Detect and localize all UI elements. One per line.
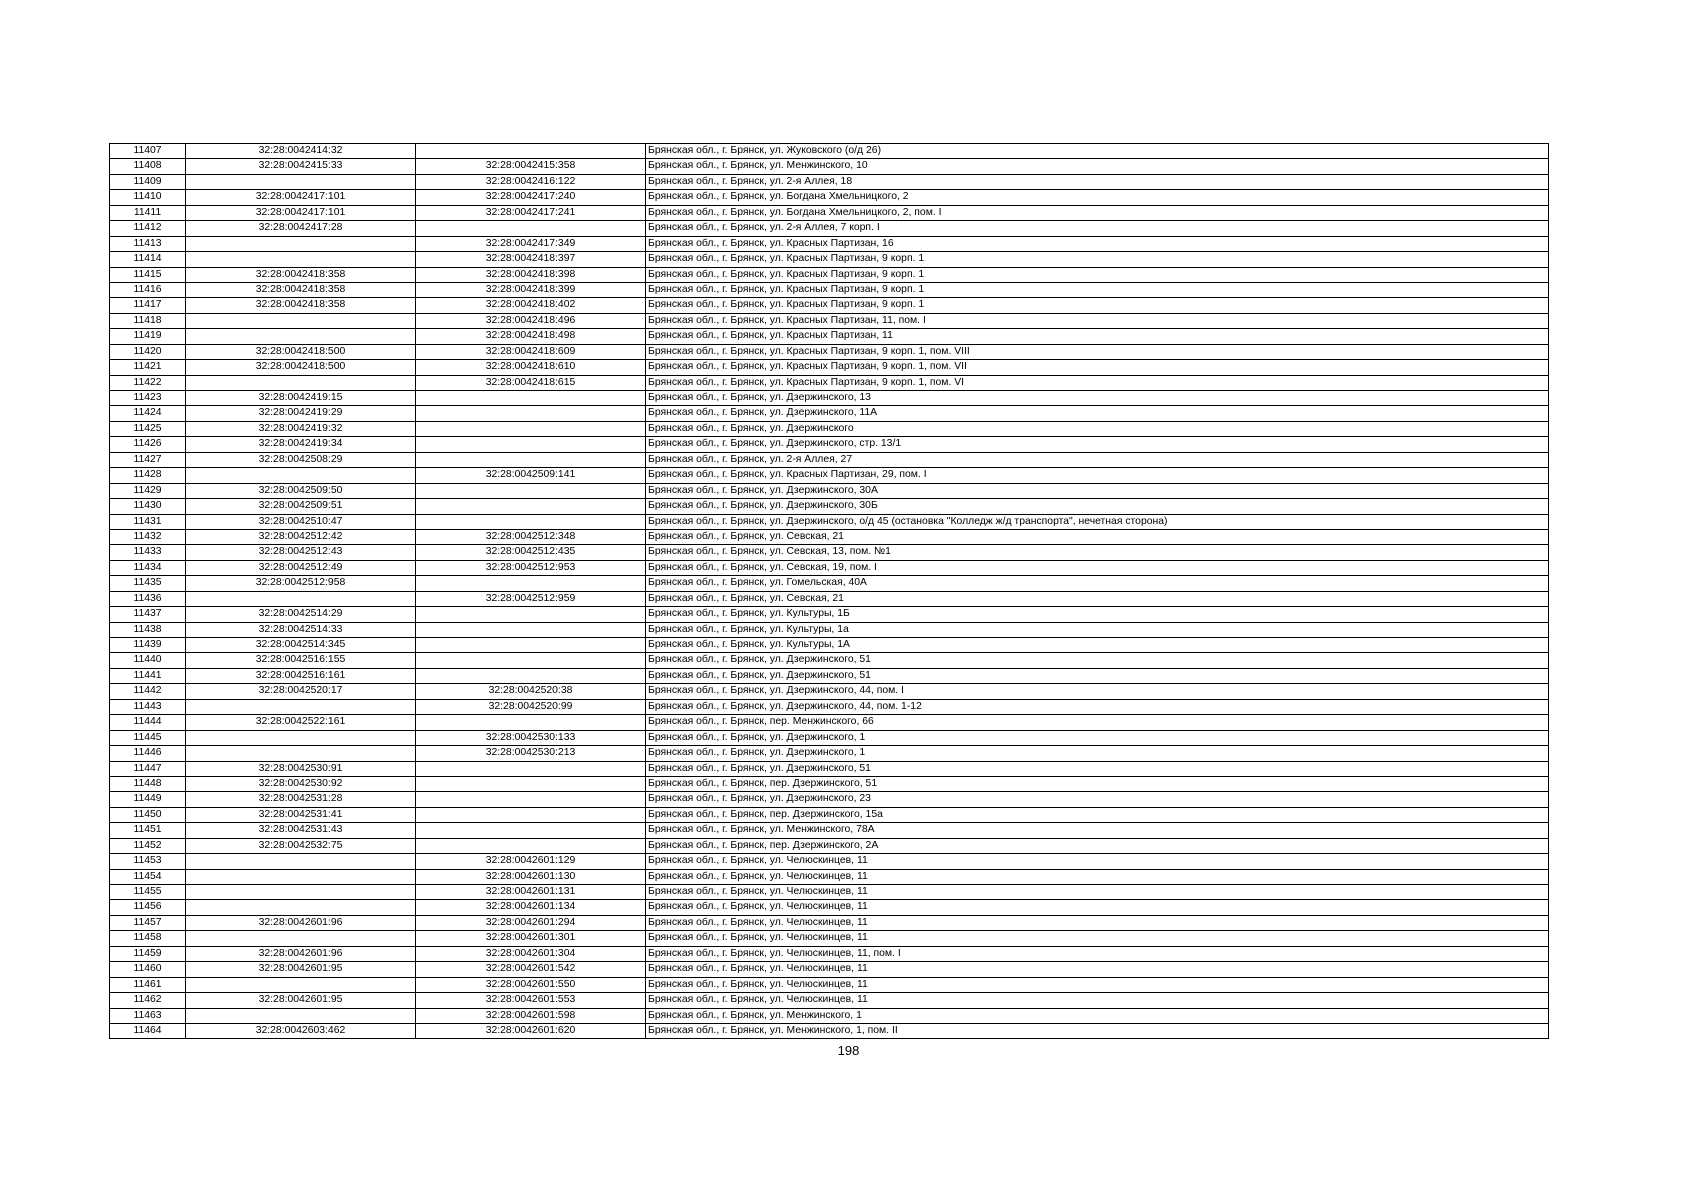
table-row [110,931,1549,946]
row-number-cell: 11417 [110,298,186,313]
row-number-cell: 11423 [110,391,186,406]
row-number-cell: 11411 [110,205,186,220]
table-row [110,915,1549,930]
parcel-cadastral-number-cell: 32:28:0042516:155 [186,653,416,668]
table-row [110,529,1549,544]
table-row [110,776,1549,791]
row-number-cell: 11458 [110,931,186,946]
address-cell: Брянская обл., г. Брянск, пер. Дзержинского, 2А [646,838,1549,853]
address-cell: Брянская обл., г. Брянск, ул. Челюскинцев, 11, пом. I [646,946,1549,961]
address-cell: Брянская обл., г. Брянск, ул. Челюскинцев, 11 [646,885,1549,900]
row-number-cell: 11428 [110,468,186,483]
row-number-cell: 11426 [110,437,186,452]
parcel-cadastral-number-cell: 32:28:0042603:462 [186,1023,416,1038]
object-cadastral-number-cell: 32:28:0042530:213 [416,746,646,761]
address-cell: Брянская обл., г. Брянск, ул. Культуры, 1А [646,638,1549,653]
table-row [110,514,1549,529]
row-number-cell: 11451 [110,823,186,838]
address-cell: Брянская обл., г. Брянск, ул. Дзержинского, 51 [646,668,1549,683]
table-row [110,977,1549,992]
parcel-cadastral-number-cell: 32:28:0042417:101 [186,190,416,205]
row-number-cell: 11450 [110,807,186,822]
address-cell: Брянская обл., г. Брянск, ул. Дзержинского, 23 [646,792,1549,807]
address-cell: Брянская обл., г. Брянск, ул. Красных Партизан, 9 корп. 1 [646,298,1549,313]
table-row [110,746,1549,761]
table-row [110,236,1549,251]
parcel-cadastral-number-cell [186,591,416,606]
row-number-cell: 11413 [110,236,186,251]
table-row [110,885,1549,900]
row-number-cell: 11462 [110,993,186,1008]
parcel-cadastral-number-cell: 32:28:0042510:47 [186,514,416,529]
row-number-cell: 11459 [110,946,186,961]
parcel-cadastral-number-cell [186,252,416,267]
address-cell: Брянская обл., г. Брянск, ул. Менжинского, 78А [646,823,1549,838]
parcel-cadastral-number-cell: 32:28:0042531:41 [186,807,416,822]
parcel-cadastral-number-cell: 32:28:0042414:32 [186,144,416,159]
parcel-cadastral-number-cell [186,854,416,869]
parcel-cadastral-number-cell: 32:28:0042418:358 [186,282,416,297]
parcel-cadastral-number-cell: 32:28:0042418:358 [186,267,416,282]
row-number-cell: 11441 [110,668,186,683]
parcel-cadastral-number-cell: 32:28:0042512:42 [186,529,416,544]
object-cadastral-number-cell [416,607,646,622]
address-cell: Брянская обл., г. Брянск, пер. Дзержинского, 51 [646,776,1549,791]
address-cell: Брянская обл., г. Брянск, ул. Челюскинцев, 11 [646,869,1549,884]
object-cadastral-number-cell: 32:28:0042418:609 [416,344,646,359]
table-row [110,468,1549,483]
parcel-cadastral-number-cell: 32:28:0042417:28 [186,221,416,236]
object-cadastral-number-cell [416,576,646,591]
object-cadastral-number-cell: 32:28:0042417:241 [416,205,646,220]
parcel-cadastral-number-cell [186,313,416,328]
object-cadastral-number-cell: 32:28:0042418:498 [416,329,646,344]
row-number-cell: 11425 [110,421,186,436]
table-row [110,391,1549,406]
address-cell: Брянская обл., г. Брянск, ул. Дзержинского, 13 [646,391,1549,406]
row-number-cell: 11452 [110,838,186,853]
table-row [110,252,1549,267]
address-cell: Брянская обл., г. Брянск, ул. 2-я Аллея, 7 корп. I [646,221,1549,236]
object-cadastral-number-cell [416,653,646,668]
address-cell: Брянская обл., г. Брянск, ул. Челюскинцев, 11 [646,854,1549,869]
address-cell: Брянская обл., г. Брянск, ул. Челюскинцев, 11 [646,900,1549,915]
table-row [110,406,1549,421]
object-cadastral-number-cell: 32:28:0042418:397 [416,252,646,267]
row-number-cell: 11447 [110,761,186,776]
parcel-cadastral-number-cell: 32:28:0042512:958 [186,576,416,591]
table-row [110,499,1549,514]
row-number-cell: 11457 [110,915,186,930]
address-cell: Брянская обл., г. Брянск, ул. Севская, 21 [646,591,1549,606]
address-cell: Брянская обл., г. Брянск, ул. 2-я Аллея, 27 [646,452,1549,467]
address-cell: Брянская обл., г. Брянск, ул. Челюскинцев, 11 [646,915,1549,930]
table-row [110,962,1549,977]
object-cadastral-number-cell: 32:28:0042601:304 [416,946,646,961]
address-cell: Брянская обл., г. Брянск, ул. Дзержинского, стр. 13/1 [646,437,1549,452]
object-cadastral-number-cell: 32:28:0042601:598 [416,1008,646,1023]
row-number-cell: 11463 [110,1008,186,1023]
address-cell: Брянская обл., г. Брянск, ул. Культуры, 1а [646,622,1549,637]
address-cell: Брянская обл., г. Брянск, ул. Челюскинцев, 11 [646,977,1549,992]
parcel-cadastral-number-cell [186,730,416,745]
object-cadastral-number-cell: 32:28:0042512:959 [416,591,646,606]
object-cadastral-number-cell [416,514,646,529]
object-cadastral-number-cell: 32:28:0042416:122 [416,174,646,189]
address-cell: Брянская обл., г. Брянск, ул. Красных Партизан, 9 корп. 1 [646,267,1549,282]
row-number-cell: 11437 [110,607,186,622]
table-row [110,699,1549,714]
row-number-cell: 11429 [110,483,186,498]
address-cell: Брянская обл., г. Брянск, ул. Дзержинского, 44, пом. 1-12 [646,699,1549,714]
parcel-cadastral-number-cell: 32:28:0042419:15 [186,391,416,406]
table-row [110,668,1549,683]
object-cadastral-number-cell: 32:28:0042512:348 [416,529,646,544]
parcel-cadastral-number-cell [186,174,416,189]
address-cell: Брянская обл., г. Брянск, ул. Гомельская, 40А [646,576,1549,591]
table-row [110,267,1549,282]
parcel-cadastral-number-cell: 32:28:0042419:32 [186,421,416,436]
row-number-cell: 11427 [110,452,186,467]
table-row [110,344,1549,359]
table-row [110,329,1549,344]
parcel-cadastral-number-cell: 32:28:0042418:500 [186,360,416,375]
row-number-cell: 11415 [110,267,186,282]
object-cadastral-number-cell: 32:28:0042601:134 [416,900,646,915]
row-number-cell: 11420 [110,344,186,359]
table-row [110,144,1549,159]
table-row [110,653,1549,668]
object-cadastral-number-cell: 32:28:0042512:435 [416,545,646,560]
address-cell: Брянская обл., г. Брянск, ул. Челюскинцев, 11 [646,931,1549,946]
row-number-cell: 11421 [110,360,186,375]
object-cadastral-number-cell: 32:28:0042601:130 [416,869,646,884]
parcel-cadastral-number-cell [186,699,416,714]
table-row [110,221,1549,236]
parcel-cadastral-number-cell: 32:28:0042514:345 [186,638,416,653]
address-cell: Брянская обл., г. Брянск, ул. Севская, 21 [646,529,1549,544]
address-cell: Брянская обл., г. Брянск, ул. Дзержинского, 11А [646,406,1549,421]
object-cadastral-number-cell: 32:28:0042417:349 [416,236,646,251]
object-cadastral-number-cell [416,807,646,822]
address-cell: Брянская обл., г. Брянск, ул. Дзержинского [646,421,1549,436]
row-number-cell: 11436 [110,591,186,606]
object-cadastral-number-cell [416,406,646,421]
row-number-cell: 11440 [110,653,186,668]
row-number-cell: 11454 [110,869,186,884]
address-cell: Брянская обл., г. Брянск, ул. Красных Партизан, 29, пом. I [646,468,1549,483]
address-cell: Брянская обл., г. Брянск, ул. Красных Партизан, 9 корп. 1 [646,252,1549,267]
parcel-cadastral-number-cell: 32:28:0042417:101 [186,205,416,220]
table-row [110,607,1549,622]
object-cadastral-number-cell [416,144,646,159]
object-cadastral-number-cell: 32:28:0042601:542 [416,962,646,977]
address-cell: Брянская обл., г. Брянск, ул. Жуковского (о/д 26) [646,144,1549,159]
parcel-cadastral-number-cell: 32:28:0042419:34 [186,437,416,452]
object-cadastral-number-cell [416,437,646,452]
row-number-cell: 11439 [110,638,186,653]
address-cell: Брянская обл., г. Брянск, ул. Севская, 13, пом. №1 [646,545,1549,560]
row-number-cell: 11434 [110,560,186,575]
parcel-cadastral-number-cell: 32:28:0042530:92 [186,776,416,791]
table-row [110,313,1549,328]
row-number-cell: 11453 [110,854,186,869]
parcel-cadastral-number-cell: 32:28:0042418:500 [186,344,416,359]
object-cadastral-number-cell [416,483,646,498]
address-cell: Брянская обл., г. Брянск, ул. Менжинского, 1, пом. II [646,1023,1549,1038]
object-cadastral-number-cell: 32:28:0042520:38 [416,684,646,699]
row-number-cell: 11431 [110,514,186,529]
table-row [110,159,1549,174]
table-row [110,1008,1549,1023]
table-row [110,622,1549,637]
address-cell: Брянская обл., г. Брянск, ул. Красных Партизан, 16 [646,236,1549,251]
parcel-cadastral-number-cell: 32:28:0042415:33 [186,159,416,174]
parcel-cadastral-number-cell: 32:28:0042532:75 [186,838,416,853]
table-row [110,900,1549,915]
registry-table [109,143,1549,1039]
row-number-cell: 11435 [110,576,186,591]
object-cadastral-number-cell [416,823,646,838]
parcel-cadastral-number-cell: 32:28:0042418:358 [186,298,416,313]
object-cadastral-number-cell: 32:28:0042520:99 [416,699,646,714]
address-cell: Брянская обл., г. Брянск, ул. Красных Партизан, 9 корп. 1, пом. VI [646,375,1549,390]
object-cadastral-number-cell: 32:28:0042601:129 [416,854,646,869]
parcel-cadastral-number-cell [186,468,416,483]
parcel-cadastral-number-cell [186,931,416,946]
object-cadastral-number-cell: 32:28:0042601:550 [416,977,646,992]
row-number-cell: 11445 [110,730,186,745]
object-cadastral-number-cell: 32:28:0042601:301 [416,931,646,946]
table-row [110,437,1549,452]
address-cell: Брянская обл., г. Брянск, ул. Красных Партизан, 9 корп. 1, пом. VII [646,360,1549,375]
object-cadastral-number-cell: 32:28:0042418:399 [416,282,646,297]
row-number-cell: 11455 [110,885,186,900]
object-cadastral-number-cell: 32:28:0042418:398 [416,267,646,282]
table-row [110,946,1549,961]
registry-table-body [110,144,1549,1039]
address-cell: Брянская обл., г. Брянск, ул. Дзержинского, 1 [646,746,1549,761]
table-row [110,869,1549,884]
address-cell: Брянская обл., г. Брянск, пер. Менжинского, 66 [646,715,1549,730]
row-number-cell: 11418 [110,313,186,328]
address-cell: Брянская обл., г. Брянск, ул. Менжинского, 10 [646,159,1549,174]
address-cell: Брянская обл., г. Брянск, ул. 2-я Аллея, 18 [646,174,1549,189]
row-number-cell: 11408 [110,159,186,174]
parcel-cadastral-number-cell: 32:28:0042509:51 [186,499,416,514]
address-cell: Брянская обл., г. Брянск, ул. Богдана Хмельницкого, 2, пом. I [646,205,1549,220]
parcel-cadastral-number-cell [186,329,416,344]
object-cadastral-number-cell: 32:28:0042418:610 [416,360,646,375]
table-row [110,684,1549,699]
table-row [110,854,1549,869]
parcel-cadastral-number-cell: 32:28:0042508:29 [186,452,416,467]
table-row [110,452,1549,467]
table-row [110,190,1549,205]
address-cell: Брянская обл., г. Брянск, ул. Красных Партизан, 9 корп. 1, пом. VIII [646,344,1549,359]
parcel-cadastral-number-cell: 32:28:0042530:91 [186,761,416,776]
address-cell: Брянская обл., г. Брянск, ул. Дзержинского, 51 [646,653,1549,668]
address-cell: Брянская обл., г. Брянск, ул. Дзержинского, 30Б [646,499,1549,514]
parcel-cadastral-number-cell: 32:28:0042601:96 [186,915,416,930]
row-number-cell: 11442 [110,684,186,699]
object-cadastral-number-cell: 32:28:0042417:240 [416,190,646,205]
table-row [110,823,1549,838]
page-number: 198 [837,1043,860,1058]
row-number-cell: 11409 [110,174,186,189]
table-row [110,298,1549,313]
table-row [110,807,1549,822]
object-cadastral-number-cell [416,776,646,791]
table-row [110,576,1549,591]
address-cell: Брянская обл., г. Брянск, ул. Красных Партизан, 9 корп. 1 [646,282,1549,297]
row-number-cell: 11422 [110,375,186,390]
table-row [110,1023,1549,1038]
object-cadastral-number-cell [416,761,646,776]
object-cadastral-number-cell: 32:28:0042601:294 [416,915,646,930]
object-cadastral-number-cell: 32:28:0042418:496 [416,313,646,328]
row-number-cell: 11412 [110,221,186,236]
row-number-cell: 11433 [110,545,186,560]
object-cadastral-number-cell: 32:28:0042418:402 [416,298,646,313]
parcel-cadastral-number-cell: 32:28:0042601:95 [186,962,416,977]
object-cadastral-number-cell [416,452,646,467]
table-row [110,591,1549,606]
row-number-cell: 11456 [110,900,186,915]
table-row [110,360,1549,375]
address-cell: Брянская обл., г. Брянск, ул. Богдана Хмельницкого, 2 [646,190,1549,205]
row-number-cell: 11419 [110,329,186,344]
parcel-cadastral-number-cell: 32:28:0042419:29 [186,406,416,421]
table-row [110,715,1549,730]
table-row [110,174,1549,189]
table-row [110,483,1549,498]
parcel-cadastral-number-cell: 32:28:0042516:161 [186,668,416,683]
address-cell: Брянская обл., г. Брянск, ул. Красных Партизан, 11, пом. I [646,313,1549,328]
row-number-cell: 11461 [110,977,186,992]
parcel-cadastral-number-cell: 32:28:0042522:161 [186,715,416,730]
object-cadastral-number-cell: 32:28:0042601:131 [416,885,646,900]
row-number-cell: 11430 [110,499,186,514]
table-row [110,993,1549,1008]
table-row [110,638,1549,653]
table-row [110,838,1549,853]
parcel-cadastral-number-cell: 32:28:0042514:29 [186,607,416,622]
table-row [110,375,1549,390]
address-cell: Брянская обл., г. Брянск, ул. Севская, 19, пом. I [646,560,1549,575]
address-cell: Брянская обл., г. Брянск, ул. Дзержинского, 51 [646,761,1549,776]
parcel-cadastral-number-cell [186,236,416,251]
parcel-cadastral-number-cell [186,977,416,992]
row-number-cell: 11414 [110,252,186,267]
object-cadastral-number-cell [416,715,646,730]
parcel-cadastral-number-cell [186,869,416,884]
address-cell: Брянская обл., г. Брянск, пер. Дзержинского, 15а [646,807,1549,822]
object-cadastral-number-cell [416,221,646,236]
object-cadastral-number-cell: 32:28:0042418:615 [416,375,646,390]
parcel-cadastral-number-cell: 32:28:0042601:96 [186,946,416,961]
row-number-cell: 11410 [110,190,186,205]
parcel-cadastral-number-cell: 32:28:0042531:43 [186,823,416,838]
parcel-cadastral-number-cell: 32:28:0042520:17 [186,684,416,699]
address-cell: Брянская обл., г. Брянск, ул. Дзержинского, 1 [646,730,1549,745]
row-number-cell: 11464 [110,1023,186,1038]
object-cadastral-number-cell: 32:28:0042509:141 [416,468,646,483]
object-cadastral-number-cell: 32:28:0042601:553 [416,993,646,1008]
address-cell: Брянская обл., г. Брянск, ул. Челюскинцев, 11 [646,993,1549,1008]
table-row [110,792,1549,807]
address-cell: Брянская обл., г. Брянск, ул. Красных Партизан, 11 [646,329,1549,344]
object-cadastral-number-cell: 32:28:0042512:953 [416,560,646,575]
table-row [110,282,1549,297]
parcel-cadastral-number-cell [186,1008,416,1023]
object-cadastral-number-cell [416,668,646,683]
row-number-cell: 11444 [110,715,186,730]
address-cell: Брянская обл., г. Брянск, ул. Дзержинского, 30А [646,483,1549,498]
object-cadastral-number-cell [416,421,646,436]
object-cadastral-number-cell [416,792,646,807]
parcel-cadastral-number-cell: 32:28:0042512:49 [186,560,416,575]
parcel-cadastral-number-cell: 32:28:0042531:28 [186,792,416,807]
table-row [110,205,1549,220]
object-cadastral-number-cell [416,622,646,637]
parcel-cadastral-number-cell: 32:28:0042514:33 [186,622,416,637]
object-cadastral-number-cell: 32:28:0042601:620 [416,1023,646,1038]
address-cell: Брянская обл., г. Брянск, ул. Менжинского, 1 [646,1008,1549,1023]
row-number-cell: 11460 [110,962,186,977]
table-row [110,730,1549,745]
row-number-cell: 11424 [110,406,186,421]
address-cell: Брянская обл., г. Брянск, ул. Челюскинцев, 11 [646,962,1549,977]
parcel-cadastral-number-cell: 32:28:0042512:43 [186,545,416,560]
row-number-cell: 11449 [110,792,186,807]
parcel-cadastral-number-cell [186,885,416,900]
parcel-cadastral-number-cell: 32:28:0042509:50 [186,483,416,498]
parcel-cadastral-number-cell [186,375,416,390]
object-cadastral-number-cell: 32:28:0042415:358 [416,159,646,174]
row-number-cell: 11443 [110,699,186,714]
object-cadastral-number-cell: 32:28:0042530:133 [416,730,646,745]
row-number-cell: 11416 [110,282,186,297]
row-number-cell: 11438 [110,622,186,637]
address-cell: Брянская обл., г. Брянск, ул. Дзержинского, о/д 45 (остановка "Колледж ж/д транспорта", нечетная сторона) [646,514,1549,529]
row-number-cell: 11407 [110,144,186,159]
object-cadastral-number-cell [416,838,646,853]
row-number-cell: 11448 [110,776,186,791]
table-row [110,421,1549,436]
parcel-cadastral-number-cell [186,900,416,915]
row-number-cell: 11432 [110,529,186,544]
parcel-cadastral-number-cell: 32:28:0042601:95 [186,993,416,1008]
address-cell: Брянская обл., г. Брянск, ул. Культуры, 1Б [646,607,1549,622]
object-cadastral-number-cell [416,638,646,653]
object-cadastral-number-cell [416,499,646,514]
table-row [110,560,1549,575]
parcel-cadastral-number-cell [186,746,416,761]
address-cell: Брянская обл., г. Брянск, ул. Дзержинского, 44, пом. I [646,684,1549,699]
object-cadastral-number-cell [416,391,646,406]
table-row [110,545,1549,560]
table-row [110,761,1549,776]
row-number-cell: 11446 [110,746,186,761]
